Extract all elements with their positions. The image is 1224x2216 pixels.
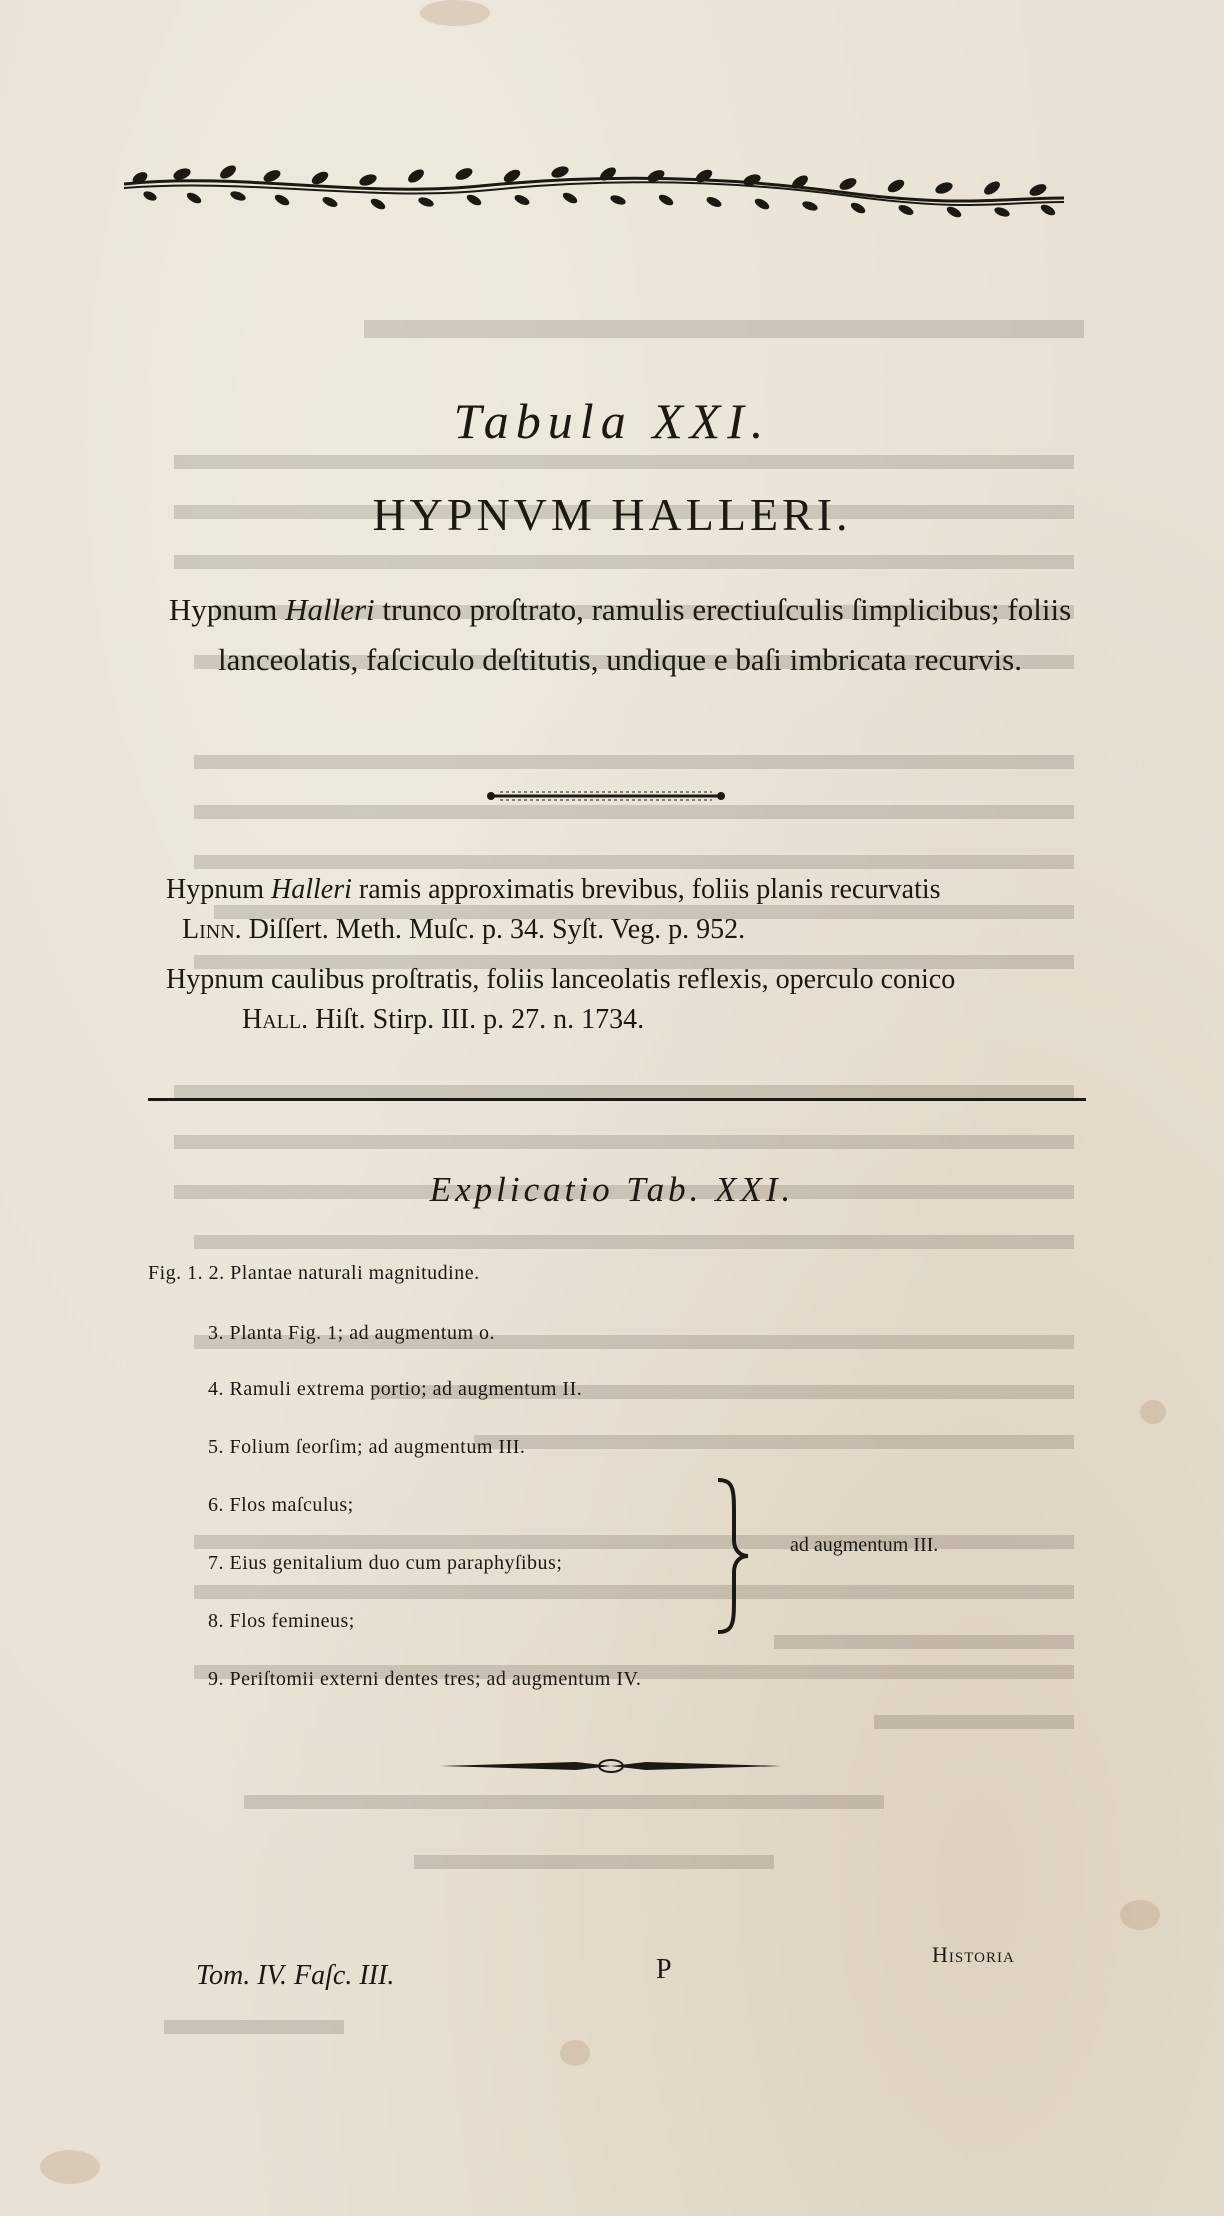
plate-number: Tabula XXI. (453, 393, 771, 449)
stain (1140, 1400, 1166, 1424)
explicatio-heading: Explicatio Tab. XXI. (429, 1170, 795, 1209)
ornamental-rule (486, 788, 726, 804)
species-title: HYPNVM HALLERI. (372, 489, 852, 540)
brace-label: ad augmentum III. (790, 1534, 939, 1556)
description-text: Hypnum (168, 592, 286, 627)
figure-item: 3. Planta Fig. 1; ad augmentum o. (208, 1322, 496, 1344)
stain (40, 2150, 100, 2184)
ornamental-rule (436, 1756, 786, 1776)
figure-item: 7. Eius genitalium duo cum paraphyſibus; (208, 1552, 563, 1574)
reference-text: Hiſt. Stirp. III. p. 27. n. 1734. (308, 1004, 645, 1035)
vine-ornament (120, 158, 1068, 230)
synonym-epithet: Halleri (271, 874, 352, 905)
author-abbrev: Hall. (242, 1004, 309, 1035)
synonym-linnaeus (166, 870, 941, 910)
synonym-text: Hypnum (166, 874, 271, 905)
synonym-linnaeus-reference (182, 910, 745, 950)
figure-item: 9. Periſtomii externi dentes tres; ad augmentum IV. (208, 1668, 642, 1690)
volume-reference: Tom. IV. Faſc. III. (196, 1960, 395, 1991)
stain (1120, 1900, 1160, 1930)
species-description (160, 585, 1080, 685)
signature-mark: P (656, 1954, 672, 1985)
figure-item: 4. Ramuli extrema portio; ad augmentum II. (208, 1378, 583, 1400)
author-abbrev: Linn. (182, 914, 242, 945)
curly-brace (712, 1476, 752, 1636)
description-text: trunco proſtrato, ramulis erectiuſculis ſimplicibus; foliis lanceolatis, faſciculo deſtitutis, undique e baſi imbricata recurvis. (217, 592, 1072, 677)
figure-item: Fig. 1. 2. Plantae naturali magnitudine. (148, 1262, 480, 1284)
figure-item: 8. Flos femineus; (208, 1610, 355, 1632)
description-epithet: Halleri (285, 592, 375, 627)
figure-item: 5. Folium ſeorſim; ad augmentum III. (208, 1436, 526, 1458)
figure-item: 6. Flos maſculus; (208, 1494, 354, 1516)
synonym-text: ramis approximatis brevibus, foliis planis recurvatis (351, 874, 941, 905)
synonym-haller-reference (242, 1000, 644, 1040)
reference-text: Diſſert. Meth. Muſc. p. 34. Syſt. Veg. p. 952. (241, 914, 746, 945)
section-divider (148, 1098, 1086, 1101)
catchword: Historia (932, 1942, 1015, 1967)
stain (420, 0, 490, 26)
stain (560, 2040, 590, 2066)
synonym-haller: Hypnum caulibus proſtratis, foliis lanceolatis reflexis, operculo conico (166, 964, 956, 995)
